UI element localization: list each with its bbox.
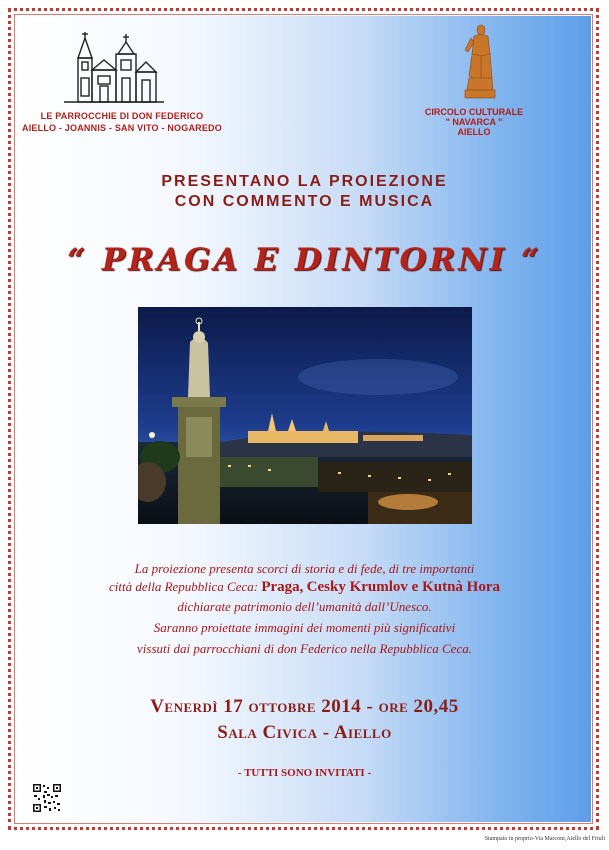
cultural-circle-caption	[418, 107, 530, 137]
intro-line-2: CON COMMENTO E MUSICA	[174, 193, 435, 210]
event-date-time: Venerdì 17 ottobre 2014 - ore 20,45	[150, 696, 459, 717]
printer-credit: Stampato in proprio-Via Marconi,Aiello del Friuli	[484, 836, 605, 842]
description-line-5: vissuti dai parrocchiani di don Federico nella Repubblica Ceca.	[137, 641, 472, 656]
description-line-3: dichiarate patrimonio dell’umanità dall’Unesco.	[177, 599, 432, 614]
description-country: città della Repubblica Ceca:	[108, 579, 259, 594]
prague-night-photo	[138, 307, 472, 524]
city-praga: Praga,	[261, 579, 304, 595]
circle-label: CIRCOLO CULTURALE	[424, 107, 524, 117]
description-line-4: Saranno proiettate immagini dei momenti più significativi	[153, 620, 456, 635]
invitation-text: - TUTTI SONO INVITATI -	[237, 767, 372, 779]
parishes-title: LE PARROCCHIE DI DON FEDERICO	[40, 111, 204, 121]
parishes-list: AIELLO - JOANNIS - SAN VITO - NOGAREDO	[22, 123, 222, 133]
event-title: “ PRAGA E DINTORNI “	[67, 242, 542, 278]
event-venue: Sala Civica - Aiello	[217, 722, 392, 743]
statue-logo	[459, 24, 501, 100]
circle-town: AIELLO	[457, 127, 491, 137]
intro-line-1: PRESENTANO LA PROIEZIONE	[161, 173, 448, 190]
circle-name: " NAVARCA "	[445, 117, 503, 127]
description-line-1: La proiezione presenta scorci di storia e di fede, di tre importanti	[134, 561, 475, 576]
parishes-caption	[22, 110, 222, 134]
description-line-2	[0, 579, 609, 596]
church-logo	[60, 30, 170, 105]
cities-krumlov-kutna: Cesky Krumlov e Kutnà Hora	[306, 579, 500, 595]
qr-code	[32, 783, 62, 813]
